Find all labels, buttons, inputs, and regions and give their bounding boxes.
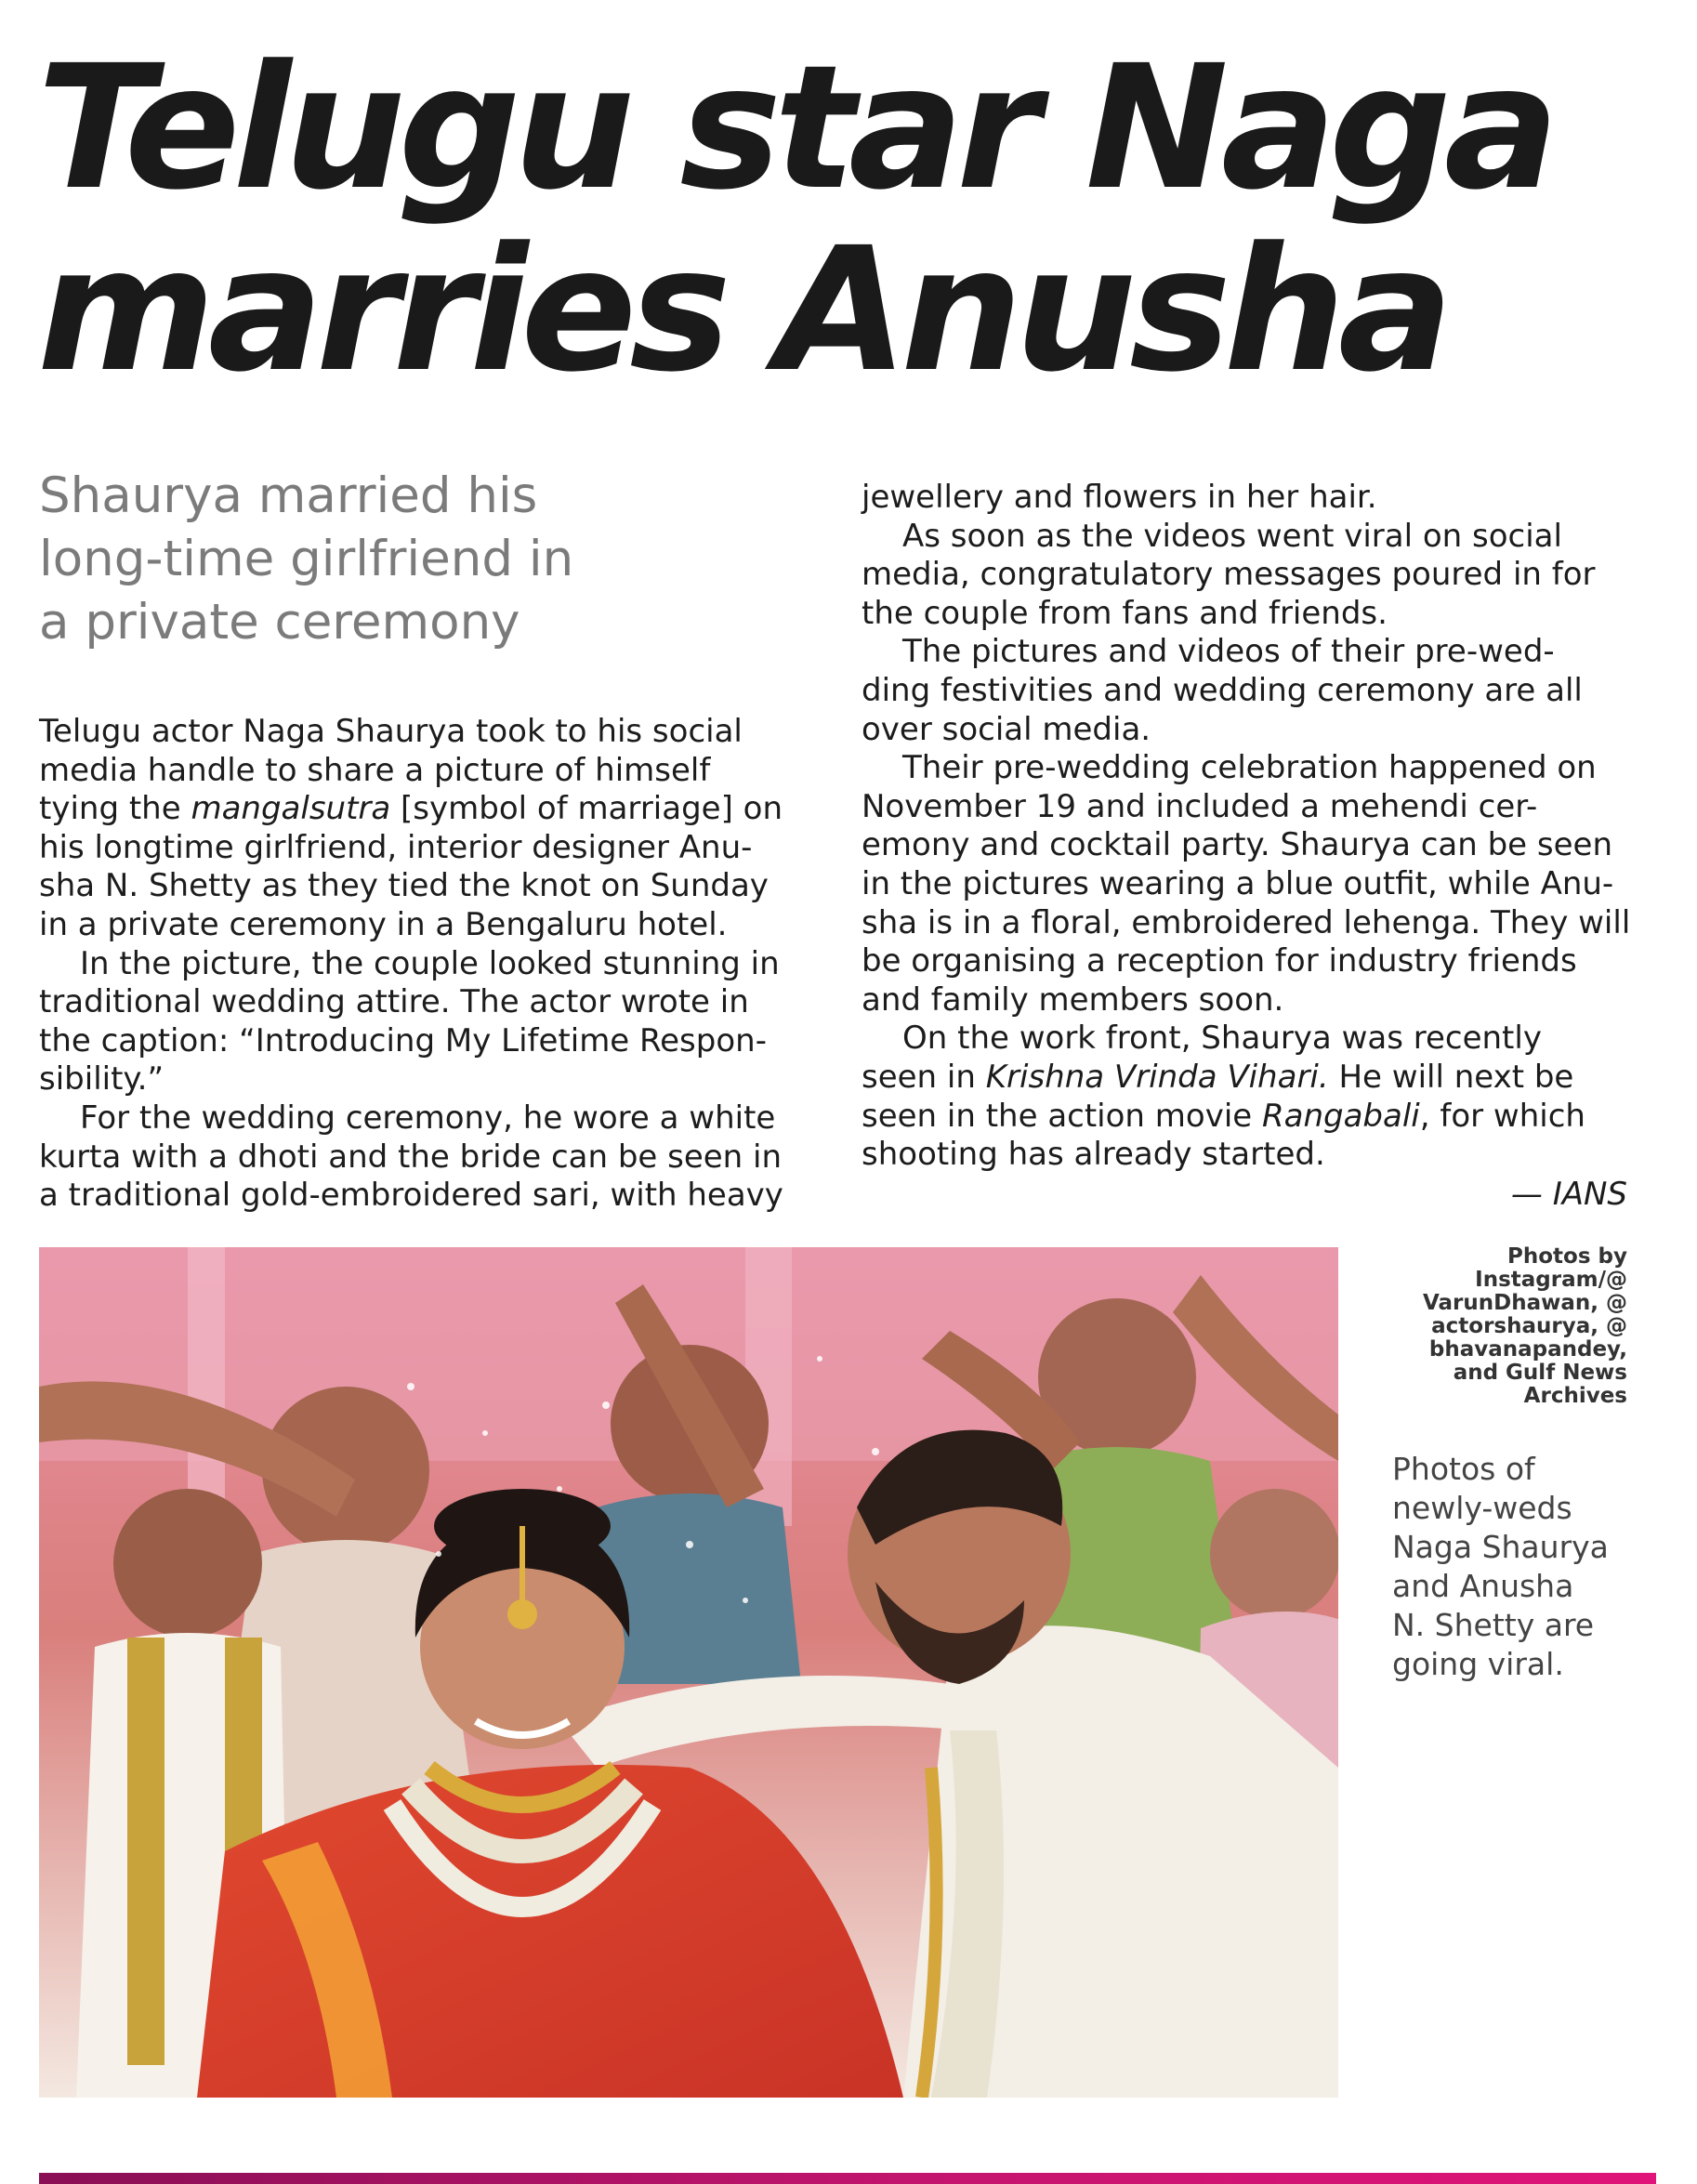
text-line: [902, 1020, 1542, 1057]
text-line: [39, 1177, 783, 1214]
photo-credit-line: bhavanapandey,: [1428, 1337, 1627, 1362]
text-segment: , for which: [1419, 1097, 1585, 1135]
text-segment: seen in the action movie: [862, 1097, 1262, 1135]
photo-credit-line: Photos by: [1507, 1244, 1627, 1269]
standfirst-line: long-time girlfriend in: [39, 531, 574, 587]
wedding-photo: [39, 1247, 1338, 2098]
text-segment: As soon as the videos went viral on social: [902, 517, 1562, 555]
text-line: [902, 749, 1597, 786]
text-line: [902, 518, 1562, 555]
text-segment: the couple from fans and friends.: [862, 594, 1388, 632]
text-line: [862, 981, 1283, 1019]
text-line: [862, 672, 1583, 709]
text-segment: tying the: [39, 790, 191, 828]
text-segment: He will next be: [1328, 1058, 1574, 1096]
text-line: [862, 556, 1596, 593]
text-line: [39, 713, 743, 750]
text-line: [39, 829, 752, 866]
text-segment: sha N. Shetty as they tied the knot on Sunday: [39, 867, 769, 905]
byline: — IANS: [1510, 1176, 1627, 1213]
text-line: [862, 595, 1388, 632]
text-segment: his longtime girlfriend, interior designer Anu-: [39, 828, 753, 866]
text-line: [862, 788, 1537, 825]
photo-credit-line: and Gulf News: [1453, 1361, 1627, 1385]
text-segment: ding festivities and wedding ceremony are all: [862, 671, 1583, 709]
photo-credit: [1386, 1245, 1627, 1408]
text-line: [862, 1098, 1585, 1135]
text-segment: emony and cocktail party. Shaurya can be seen: [862, 826, 1612, 864]
text-segment: media, congratulatory messages poured in for: [862, 556, 1596, 594]
article-column-2: [862, 479, 1633, 1175]
italic-text: mangalsutra: [191, 790, 391, 828]
text-segment: The pictures and videos of their pre-wed-: [902, 633, 1555, 671]
text-segment: On the work front, Shaurya was recently: [902, 1020, 1542, 1058]
text-line: [39, 752, 710, 789]
text-line: [862, 1059, 1573, 1096]
text-segment: Telugu actor Naga Shaurya took to his social: [39, 713, 743, 750]
caption-line: Naga Shaurya: [1392, 1529, 1609, 1565]
caption-line: newly-weds: [1392, 1490, 1572, 1526]
headline-line-1: Telugu star Naga: [37, 29, 1552, 228]
text-line: [39, 1022, 767, 1059]
caption-line: Photos of: [1392, 1451, 1535, 1487]
photo-credit-line: Instagram/@: [1475, 1268, 1627, 1292]
text-line: [39, 1060, 164, 1098]
text-line: [80, 1099, 775, 1137]
footer-accent-bar: [39, 2173, 1656, 2184]
text-line: [39, 867, 769, 904]
article-paragraph: [862, 1020, 1633, 1174]
text-line: [862, 1136, 1325, 1173]
photo-credit-line: Archives: [1523, 1384, 1627, 1408]
italic-text: Krishna Vrinda Vihari.: [985, 1058, 1329, 1096]
text-line: [80, 945, 780, 982]
text-segment: seen in: [862, 1058, 986, 1096]
text-segment: In the picture, the couple looked stunning in: [80, 944, 780, 982]
caption-line: going viral.: [1392, 1646, 1564, 1682]
text-segment: [symbol of marriage] on: [390, 790, 783, 828]
article-paragraph: [862, 518, 1633, 634]
standfirst: [39, 465, 820, 654]
article-paragraph: [862, 633, 1633, 749]
article-paragraph: [862, 749, 1633, 1020]
text-segment: sha is in a floral, embroidered lehenga. They will: [862, 903, 1631, 941]
photo-caption: [1392, 1450, 1652, 1684]
text-line: [39, 906, 727, 943]
text-segment: sibility.”: [39, 1060, 164, 1099]
text-segment: media handle to share a picture of himself: [39, 751, 711, 789]
italic-text: Rangabali: [1262, 1097, 1420, 1135]
wedding-photo-illustration: [39, 1247, 1338, 2098]
standfirst-line: a private ceremony: [39, 594, 520, 651]
text-segment: be organising a reception for industry friends: [862, 942, 1577, 980]
text-line: [39, 1138, 782, 1176]
headline-line-2: marries Anusha: [37, 211, 1446, 410]
standfirst-line: Shaurya married his: [39, 467, 538, 524]
article-paragraph: [862, 479, 1633, 518]
text-segment: the caption: “Introducing My Lifetime Respon-: [39, 1021, 767, 1059]
text-line: [862, 479, 1377, 516]
text-segment: in a private ceremony in a Bengaluru hotel.: [39, 905, 728, 943]
text-line: [862, 942, 1577, 980]
text-line: [902, 633, 1555, 670]
text-line: [862, 865, 1613, 902]
text-segment: For the wedding ceremony, he wore a white: [80, 1099, 776, 1137]
article-paragraph: [39, 713, 810, 945]
text-segment: kurta with a dhoti and the bride can be seen in: [39, 1138, 783, 1176]
article-paragraph: [39, 945, 810, 1099]
text-line: [39, 790, 783, 827]
text-segment: a traditional gold-embroidered sari, with heavy: [39, 1177, 783, 1215]
text-segment: jewellery and flowers in her hair.: [862, 479, 1377, 516]
text-segment: shooting has already started.: [862, 1136, 1325, 1174]
text-line: [862, 904, 1630, 941]
text-line: [862, 711, 1151, 748]
text-segment: November 19 and included a mehendi cer-: [862, 787, 1538, 825]
photo-credit-line: VarunDhawan, @: [1422, 1291, 1627, 1315]
text-segment: in the pictures wearing a blue outfit, while Anu-: [862, 864, 1614, 902]
caption-line: N. Shetty are: [1392, 1607, 1595, 1643]
article-column-1: [39, 713, 810, 1216]
photo-credit-line: actorshaurya, @: [1431, 1314, 1627, 1338]
headline: [37, 29, 1617, 410]
article-paragraph: [39, 1099, 810, 1216]
text-line: [862, 826, 1612, 863]
text-segment: traditional wedding attire. The actor wrote in: [39, 983, 749, 1021]
text-segment: Their pre-wedding celebration happened on: [902, 749, 1597, 787]
caption-line: and Anusha: [1392, 1568, 1574, 1604]
text-segment: over social media.: [862, 710, 1151, 748]
text-segment: and family members soon.: [862, 980, 1284, 1019]
text-line: [39, 983, 749, 1020]
